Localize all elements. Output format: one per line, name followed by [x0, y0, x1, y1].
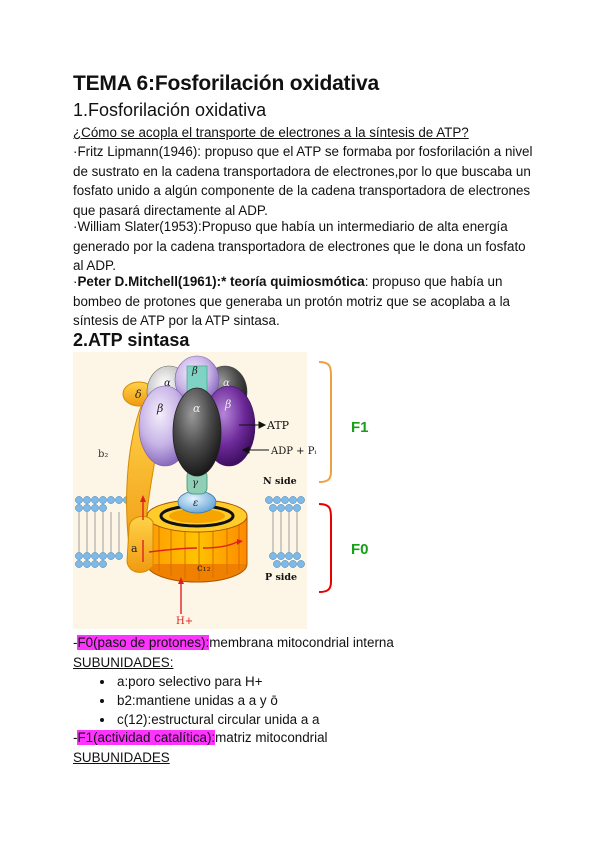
alpha-label-back-right: α [223, 378, 230, 389]
adp-label: ADP + Pᵢ [271, 446, 317, 457]
f1-highlight: F1(actividad catalítica): [77, 730, 216, 745]
epsilon-label: ε [193, 498, 199, 509]
f0-description [73, 633, 533, 653]
gamma-label: γ [192, 478, 198, 489]
mitchell-prefix: · [73, 274, 78, 289]
h-plus-label: H+ [176, 616, 194, 627]
b2-label: b₂ [98, 449, 109, 460]
f1-subunits-heading: SUBUNIDADES [73, 750, 170, 765]
a-label: a [131, 542, 138, 555]
atp-label: ATP [267, 419, 290, 432]
alpha-label-back-left: α [164, 378, 171, 389]
list-item: • c(12):estructural circular unida a a [115, 710, 319, 729]
f1-prefix: - [73, 730, 78, 745]
p-side-label: P side [265, 572, 298, 583]
n-side-label: N side [263, 476, 297, 487]
list-item: • b2:mantiene unidas a a y ō [115, 691, 319, 710]
beta-label-right: β [225, 398, 232, 411]
paragraph-slater: ·William Slater(1953):Propuso que había un intermediario de alta energía generado por la cadena transportadora de electrones que le dona un fosfato al ADP. [73, 219, 526, 273]
alpha-label-front: α [193, 402, 201, 415]
f0-subunits-list [73, 672, 319, 729]
paragraph-lipmann: ·Fritz Lipmann(1946): propuso que el ATP se formaba por fosforilación a nivel de sustrato en la cadena transportadora de electrones,por lo que buscaba un fosfato unido a algún componente de la cadena transportadora de electrones que pasará directamente al ADP. [73, 144, 533, 218]
f0-label: F0 [351, 541, 369, 558]
f0-subunits-heading: SUBUNIDADES: [73, 655, 174, 670]
beta-label-left: β [157, 402, 164, 415]
section-heading-2: 2.ATP sintasa [73, 330, 190, 350]
beta-label-back: β [192, 366, 198, 377]
atp-synthase-diagram [73, 352, 376, 629]
f1-rest: matriz mitocondrial [215, 730, 328, 745]
f0-rest: membrana mitocondrial interna [209, 635, 394, 650]
list-item: • a:poro selectivo para H+ [115, 672, 319, 691]
section1-question: ¿Cómo se acopla el transporte de electrones a la síntesis de ATP? [73, 125, 469, 140]
c12-label: c₁₂ [197, 563, 211, 574]
mitchell-rest: : propuso que había un bombeo de protones que generaba un protón motriz que se acoplaba a la síntesis de ATP por la ATP sintasa. [73, 274, 510, 328]
page-title: TEMA 6:Fosforilación oxidativa [73, 72, 379, 95]
delta-label: δ [135, 388, 142, 401]
f1-description [73, 728, 533, 748]
f0-prefix: - [73, 635, 78, 650]
f0-highlight: F0(paso de protones): [77, 635, 210, 650]
f1-label: F1 [351, 419, 369, 436]
paragraph-mitchell [73, 272, 533, 331]
section-heading-1: 1.Fosforilación oxidativa [73, 100, 267, 120]
mitchell-bold-name: Peter D.Mitchell(1961):* teoría quimiosmótica [77, 274, 365, 289]
